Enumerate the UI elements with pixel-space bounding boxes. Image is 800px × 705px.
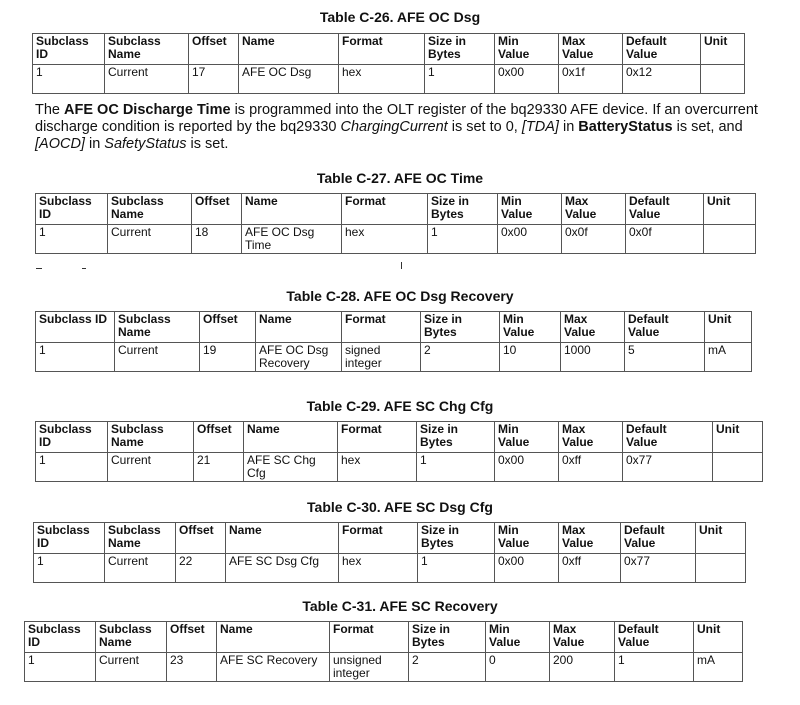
table-cell: 1 [417, 453, 495, 482]
table-cell: Current [115, 343, 200, 372]
table-c31 [24, 621, 743, 682]
column-header: Format [342, 312, 421, 343]
column-header: Unit [704, 194, 756, 225]
table-cell: mA [694, 653, 743, 682]
column-header: Size in Bytes [425, 34, 495, 65]
column-header: Subclass Name [105, 34, 189, 65]
table-c26-title: Table C-26. AFE OC Dsg [319, 9, 481, 25]
column-header: Size in Bytes [409, 622, 486, 653]
column-header: Max Value [550, 622, 615, 653]
table-c27 [35, 193, 756, 254]
column-header: Subclass Name [108, 194, 192, 225]
table-cell: AFE SC Chg Cfg [244, 453, 338, 482]
column-header: Max Value [559, 422, 623, 453]
column-header: Subclass ID [36, 312, 115, 343]
column-header: Name [256, 312, 342, 343]
table-cell: 2 [421, 343, 500, 372]
table-cell: 1 [36, 453, 108, 482]
column-header: Unit [713, 422, 763, 453]
scan-artifact [30, 262, 410, 272]
table-cell: 1000 [561, 343, 625, 372]
table-cell: 0xff [559, 554, 621, 583]
table-cell: 21 [194, 453, 244, 482]
table-cell: 0x0f [562, 225, 626, 254]
table-cell: 10 [500, 343, 561, 372]
column-header: Unit [705, 312, 752, 343]
column-header: Format [342, 194, 428, 225]
table-header-row [36, 422, 763, 453]
column-header: Name [244, 422, 338, 453]
table-cell: 5 [625, 343, 705, 372]
column-header: Subclass Name [96, 622, 167, 653]
table-cell: 1 [25, 653, 96, 682]
table-cell: AFE SC Dsg Cfg [226, 554, 339, 583]
table-header-row [33, 34, 745, 65]
column-header: Max Value [562, 194, 626, 225]
table-header-row [34, 523, 746, 554]
table-cell: 1 [34, 554, 105, 583]
column-header: Subclass ID [36, 422, 108, 453]
column-header: Offset [176, 523, 226, 554]
column-header: Name [242, 194, 342, 225]
table-c29 [35, 421, 763, 482]
table-c30 [33, 522, 746, 583]
table-cell: 0x0f [626, 225, 704, 254]
column-header: Offset [192, 194, 242, 225]
column-header: Offset [200, 312, 256, 343]
table-c26 [32, 33, 745, 94]
column-header: Name [217, 622, 330, 653]
table-cell: 1 [428, 225, 498, 254]
column-header: Size in Bytes [428, 194, 498, 225]
table-c28-title: Table C-28. AFE OC Dsg Recovery [286, 288, 514, 304]
table-cell: 19 [200, 343, 256, 372]
table-cell: 0x77 [623, 453, 713, 482]
column-header: Min Value [495, 34, 559, 65]
column-header: Offset [167, 622, 217, 653]
column-header: Size in Bytes [421, 312, 500, 343]
column-header: Subclass ID [33, 34, 105, 65]
table-cell: AFE SC Recovery [217, 653, 330, 682]
column-header: Size in Bytes [418, 523, 495, 554]
table-cell: 0x12 [623, 65, 701, 94]
table-row [25, 653, 743, 682]
table-cell: 0x77 [621, 554, 696, 583]
table-cell: signed integer [342, 343, 421, 372]
table-cell: 1 [615, 653, 694, 682]
table-cell: Current [96, 653, 167, 682]
table-cell: Current [105, 65, 189, 94]
column-header: Offset [194, 422, 244, 453]
table-row [33, 65, 745, 94]
column-header: Subclass Name [105, 523, 176, 554]
column-header: Max Value [559, 34, 623, 65]
column-header: Unit [696, 523, 746, 554]
table-cell: 1 [418, 554, 495, 583]
column-header: Min Value [498, 194, 562, 225]
column-header: Subclass ID [36, 194, 108, 225]
table-header-row [36, 312, 752, 343]
column-header: Default Value [623, 422, 713, 453]
table-header-row [36, 194, 756, 225]
column-header: Offset [189, 34, 239, 65]
column-header: Format [339, 34, 425, 65]
table-cell: AFE OC Dsg Time [242, 225, 342, 254]
column-header: Format [330, 622, 409, 653]
column-header: Unit [701, 34, 745, 65]
table-cell: AFE OC Dsg Recovery [256, 343, 342, 372]
table-c27-title: Table C-27. AFE OC Time [316, 170, 484, 186]
column-header: Subclass ID [25, 622, 96, 653]
table-cell: 0x00 [495, 65, 559, 94]
column-header: Default Value [626, 194, 704, 225]
column-header: Size in Bytes [417, 422, 495, 453]
table-cell: hex [339, 554, 418, 583]
column-header: Min Value [500, 312, 561, 343]
table-cell: hex [338, 453, 417, 482]
table-cell: 23 [167, 653, 217, 682]
table-cell: 2 [409, 653, 486, 682]
table-header-row [25, 622, 743, 653]
column-header: Default Value [623, 34, 701, 65]
column-header: Name [239, 34, 339, 65]
column-header: Subclass ID [34, 523, 105, 554]
table-cell: 0x1f [559, 65, 623, 94]
table-cell: 0x00 [498, 225, 562, 254]
table-cell: AFE OC Dsg [239, 65, 339, 94]
column-header: Name [226, 523, 339, 554]
column-header: Subclass Name [108, 422, 194, 453]
column-header: Max Value [561, 312, 625, 343]
column-header: Min Value [486, 622, 550, 653]
column-header: Default Value [625, 312, 705, 343]
table-row [34, 554, 746, 583]
table-cell [701, 65, 745, 94]
table-cell: 1 [425, 65, 495, 94]
table-cell: 0 [486, 653, 550, 682]
table-cell: Current [105, 554, 176, 583]
column-header: Format [338, 422, 417, 453]
column-header: Subclass Name [115, 312, 200, 343]
table-cell: 18 [192, 225, 242, 254]
oc-discharge-time-description: The AFE OC Discharge Time is programmed into the OLT register of the bq29330 AFE device. If an overcurrent discharge condition is reported by the bq29330 ChargingCurrent is set to 0, [TDA] in BatteryStatus is set, and [AOCD] in SafetyStatus is set. [35, 102, 758, 152]
column-header: Default Value [621, 523, 696, 554]
table-c29-title: Table C-29. AFE SC Chg Cfg [306, 398, 494, 414]
column-header: Min Value [495, 523, 559, 554]
table-cell: hex [339, 65, 425, 94]
table-cell: unsigned integer [330, 653, 409, 682]
table-cell: 0x00 [495, 453, 559, 482]
table-cell [713, 453, 763, 482]
table-cell [696, 554, 746, 583]
column-header: Format [339, 523, 418, 554]
column-header: Max Value [559, 523, 621, 554]
column-header: Default Value [615, 622, 694, 653]
table-row [36, 343, 752, 372]
table-c30-title: Table C-30. AFE SC Dsg Cfg [307, 499, 493, 515]
table-c28 [35, 311, 752, 372]
table-cell: 1 [36, 343, 115, 372]
table-cell: 22 [176, 554, 226, 583]
table-cell: 0xff [559, 453, 623, 482]
table-cell: 200 [550, 653, 615, 682]
table-cell: Current [108, 225, 192, 254]
table-row [36, 453, 763, 482]
table-row [36, 225, 756, 254]
table-c31-title: Table C-31. AFE SC Recovery [302, 598, 498, 614]
table-cell: 1 [36, 225, 108, 254]
table-cell: 0x00 [495, 554, 559, 583]
table-cell: 1 [33, 65, 105, 94]
column-header: Unit [694, 622, 743, 653]
table-cell: 17 [189, 65, 239, 94]
table-cell: hex [342, 225, 428, 254]
table-cell [704, 225, 756, 254]
table-cell: Current [108, 453, 194, 482]
column-header: Min Value [495, 422, 559, 453]
table-cell: mA [705, 343, 752, 372]
